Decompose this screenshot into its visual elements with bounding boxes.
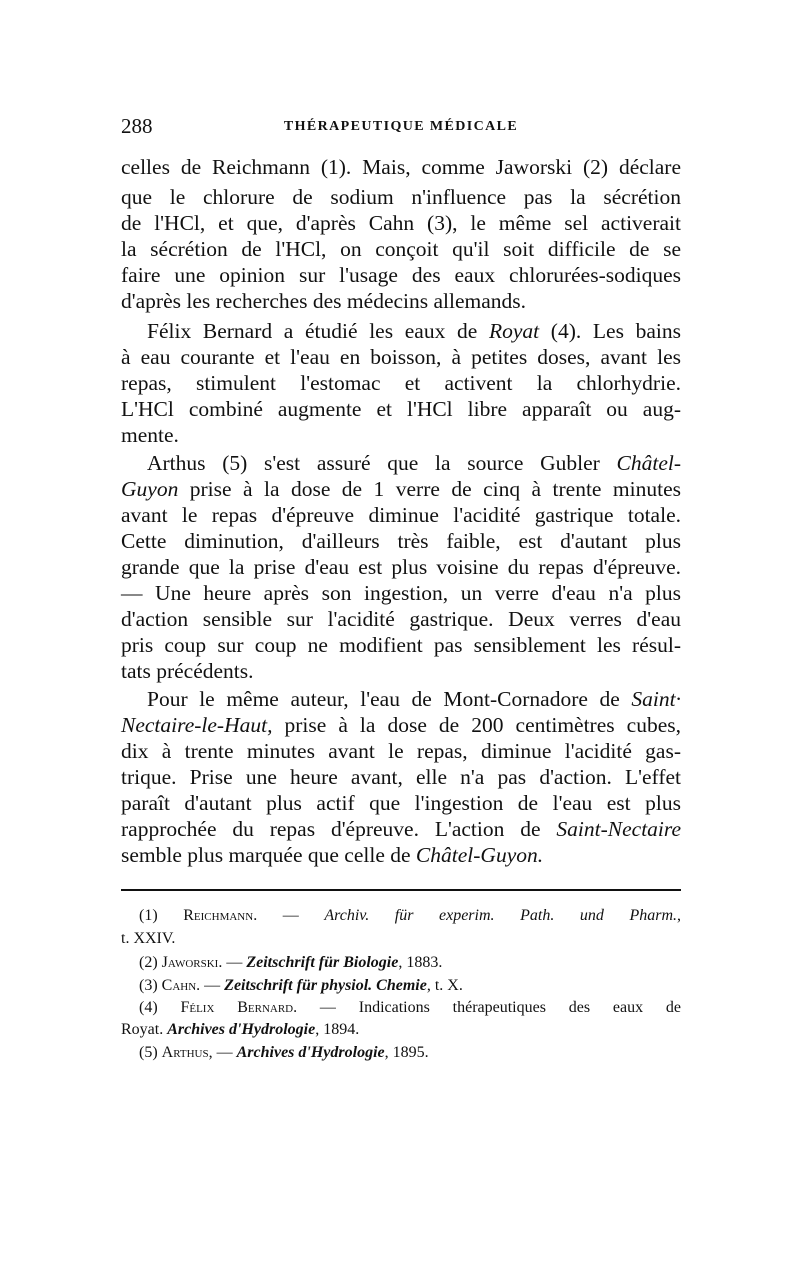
author-name: Jaworski [161,954,219,971]
text-run: Félix Bernard a étudié les eaux de [147,319,489,343]
text-run: mente. [121,423,179,447]
work-title: Zeitschrift für Biologie [246,954,399,971]
footnote-line [139,975,681,997]
text-run: Cette diminution, d'ailleurs très faible, est d'autant plus [121,529,681,553]
text-run: (5) [139,1044,162,1061]
text-run: . — [196,977,225,994]
body-line [121,152,681,182]
text-run: à eau courante et l'eau en boisson, à petites doses, avant les [121,345,681,369]
italic-text: Châtel-Guyon. [415,843,544,867]
italic-text: Guyon [121,477,179,501]
running-title: THÉRAPEUTIQUE MÉDICALE [283,119,519,134]
footnote-line [121,1019,681,1041]
text-run: avant le repas d'épreuve diminue l'acidité gastrique totale. [121,503,681,527]
page-number: 288 [121,114,153,138]
text-run: . — [218,954,247,971]
text-run: Pour le même auteur, l'eau de Mont-Cornadore de [147,687,632,711]
text-run: . — Indications thérapeutiques des eaux de [293,999,681,1016]
work-title: Zeitschrift für physiol. Chemie [224,977,427,994]
text-run: (1) [139,907,184,924]
text-run: trique. Prise une heure avant, elle n'a pas d'action. L'effet [121,765,681,789]
text-run: dix à trente minutes avant le repas, diminue l'acidité gas- [121,739,681,763]
text-run: d'action sensible sur l'acidité gastrique. Deux verres d'eau [121,607,681,631]
text-run: repas, stimulent l'estomac et activent la chlorhydrie. [121,371,681,395]
footnote-line [121,928,681,950]
text-run: , t. X. [426,977,463,994]
text-run: , [677,907,682,924]
italic-text: Châtel- [616,451,681,475]
text-run: prise à la dose de 1 verre de cinq à trente minutes [178,477,681,501]
page-header [121,114,681,142]
text-run: , 1883. [398,954,443,971]
text-run: . — [253,907,325,924]
body-line [121,840,681,870]
footnote-line [139,997,681,1019]
text-run: Royat. [121,1021,168,1038]
italic-text: Saint-Nectaire [556,817,681,841]
footnote-line [139,905,681,927]
text-run: , 1894. [315,1021,360,1038]
body-line [121,656,681,686]
text-run: la sécrétion de l'HCl, on conçoit qu'il soit difficile de se [121,237,681,261]
text-run: (4). Les bains [539,319,682,343]
text-run: prise à la dose de 200 centimètres cubes, [272,713,681,737]
text-run: de l'HCl, et que, d'après Cahn (3), le même sel activerait [121,211,681,235]
text-run: t. XXIV. [121,930,176,947]
text-run: (4) [139,999,181,1016]
text-run: Arthus (5) s'est assuré que la source Gubler [147,451,617,475]
text-run: (2) [139,954,162,971]
footnote-line [139,952,681,974]
italic-text: Royat [488,319,540,343]
italic-text: Saint· [631,687,681,711]
text-run: tats précédents. [121,659,254,683]
work-title: Archives d'Hydrologie [236,1044,385,1061]
text-run: , 1895. [384,1044,429,1061]
footnote-line [139,1042,681,1064]
text-run: celles de Reichmann (1). Mais, comme Jaworski (2) déclare [121,155,681,179]
text-run: pris coup sur coup ne modifient pas sensiblement les résul- [121,633,681,657]
text-run: paraît d'autant plus actif que l'ingestion de l'eau est plus [121,791,681,815]
author-name: Cahn [161,977,197,994]
text-run: (3) [139,977,162,994]
text-run: grande que la prise d'eau est plus voisine du repas d'épreuve. [121,555,681,579]
author-name: Reichmann [183,907,254,924]
text-run: rapprochée du repas d'épreuve. L'action de [121,817,557,841]
text-run: — Une heure après son ingestion, un verre d'eau n'a plus [121,581,681,605]
text-run: L'HCl combiné augmente et l'HCl libre apparaît ou aug- [121,397,681,421]
text-run: faire une opinion sur l'usage des eaux chlorurées-sodiques [121,263,681,287]
footnote-divider [121,889,681,891]
work-title: Archives d'Hydrologie [167,1021,316,1038]
author-name: Félix Bernard [180,999,294,1016]
italic-text: Nectaire-le-Haut, [121,713,273,737]
body-line [121,420,681,450]
text-run: que le chlorure de sodium n'influence pas la sécrétion [121,185,681,209]
italic-text: Archiv. für experim. Path. und Pharm. [324,907,678,924]
body-line [121,286,681,316]
text-run: d'après les recherches des médecins allemands. [121,289,527,313]
text-run: , — [208,1044,237,1061]
text-run: semble plus marquée que celle de [121,843,416,867]
author-name: Arthus [161,1044,209,1061]
